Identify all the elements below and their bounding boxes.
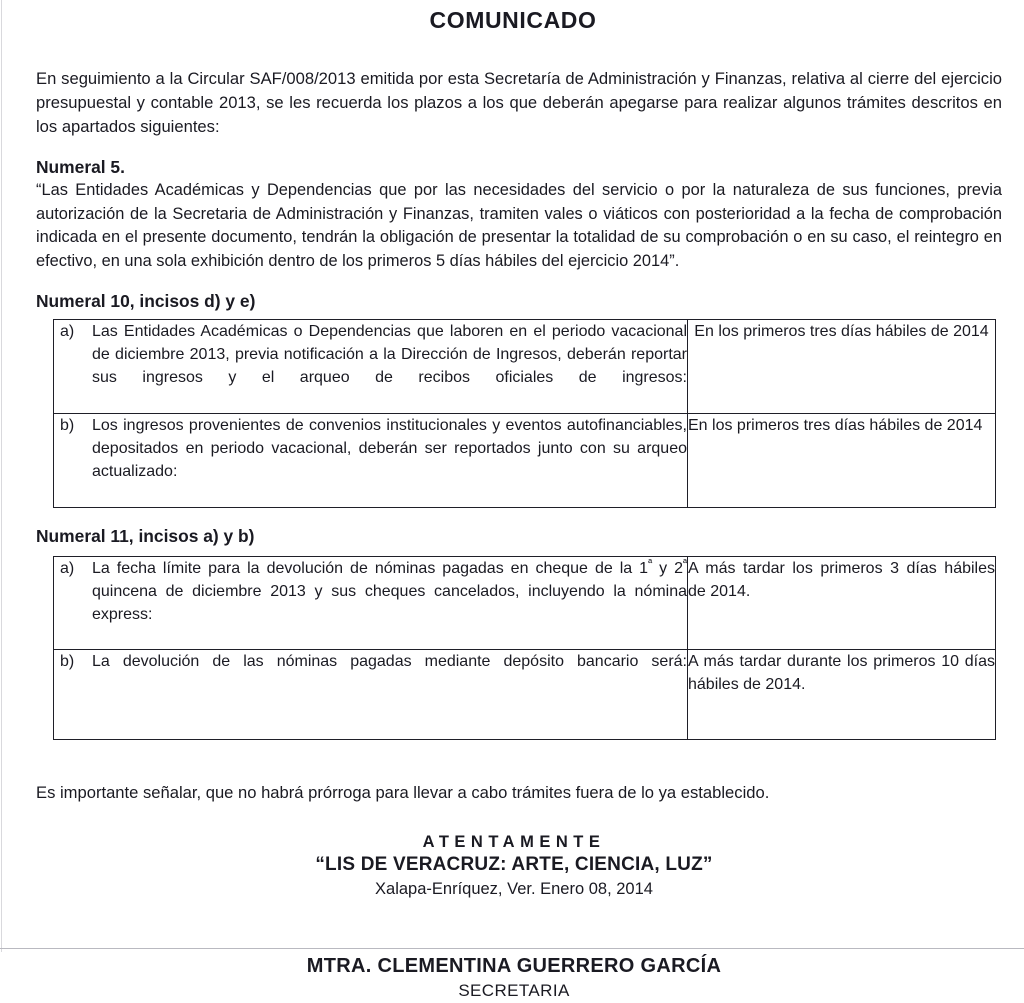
- place-and-date: Xalapa-Enríquez, Ver. Enero 08, 2014: [375, 880, 653, 899]
- ordinal-superscript-second: ª: [682, 557, 687, 570]
- spacer: [36, 139, 1002, 155]
- list-item: [54, 414, 687, 506]
- deadline-text: En los primeros tres días hábiles de 2014: [694, 323, 989, 340]
- institutional-motto: “LIS DE VERACRUZ: ARTE, CIENCIA, LUZ”: [315, 854, 713, 876]
- list-item-marker: b): [60, 417, 75, 434]
- list-item-text-post: quincena de diciembre 2013 y sus cheques cancelados, incluyendo la nómina express:: [92, 583, 687, 623]
- table-row: [54, 650, 996, 740]
- list-item-text: [92, 557, 687, 649]
- closing-paragraph: Es importante señalar, que no habrá prórroga para llevar a cabo trámites fuera de lo ya establecido.: [36, 782, 770, 802]
- table-row: [54, 414, 996, 508]
- table-cell-description: [54, 557, 688, 650]
- list-item-text-mid: y 2: [652, 560, 683, 577]
- signatory-title: SECRETARIA: [458, 981, 570, 1001]
- section-heading-numeral-10: Numeral 10, incisos d) y e): [36, 291, 256, 311]
- deadline-text: A más tardar los primeros 3 días hábiles de 2014.: [688, 560, 995, 600]
- section-heading-numeral-11: Numeral 11, incisos a) y b): [36, 526, 255, 546]
- table-row: [54, 320, 996, 414]
- table-cell-description: [54, 320, 688, 414]
- table-cell-description: [54, 414, 688, 508]
- list-item: [54, 557, 687, 649]
- table-row: [54, 557, 996, 650]
- numeral-10-table: [53, 319, 996, 508]
- list-item-text-pre: La fecha límite para la devolución de nóminas pagadas en cheque de la 1: [92, 560, 649, 577]
- section-heading-numeral-5: Numeral 5.: [36, 157, 125, 177]
- signature-block: [36, 831, 1002, 1003]
- table-cell-description: [54, 650, 688, 740]
- list-item-marker: a): [60, 323, 75, 340]
- deadline-text: En los primeros tres días hábiles de 2014: [688, 417, 983, 434]
- deadline-text: A más tardar durante los primeros 10 días hábiles de 2014.: [688, 653, 995, 693]
- page-title: COMUNICADO: [429, 7, 597, 33]
- spacer: [36, 508, 1002, 524]
- table-cell-deadline: [688, 557, 996, 650]
- list-item: [54, 650, 687, 696]
- ordinal-superscript-first: ª: [648, 557, 653, 570]
- list-item-text: La devolución de las nóminas pagadas mediante depósito bancario será:: [92, 653, 687, 670]
- signatory-name: MTRA. CLEMENTINA GUERRERO GARCÍA: [306, 955, 722, 978]
- numeral-5-body: “Las Entidades Académicas y Dependencias que por las necesidades del servicio o por la naturaleza de sus funciones, previa autorización de la Secretaria de Administración y Finanzas, tramiten vales o viáticos con posterioridad a la fecha de comprobación indicada en el presente documento, tendrán la obligación de presentar la totalidad de su comprobación o en su caso, el reintegro en efectivo, en una sola exhibición dentro de los primeros 5 días hábiles del ejercicio 2014”.: [36, 181, 1002, 270]
- list-item: [54, 320, 687, 412]
- list-item-marker: b): [60, 653, 75, 670]
- table-cell-deadline: [688, 414, 996, 508]
- list-item-text: Las Entidades Académicas o Dependencias que laboren en el periodo vacacional de diciembre 2013, previa notificación a la Dirección de Ingresos, deberán reportar sus ingresos y el arqueo de recibos oficiales de ingresos:: [92, 323, 687, 386]
- spacer: [36, 273, 1002, 289]
- list-item-text: Los ingresos provenientes de convenios institucionales y eventos autofinanciables, depositados en periodo vacacional, deberán ser reportados junto con su arqueo actualizado:: [92, 417, 687, 480]
- list-item-marker: a): [60, 560, 75, 577]
- atentamente-label: ATENTAMENTE: [422, 833, 606, 852]
- table-cell-deadline: [688, 650, 996, 740]
- document-content: [36, 0, 1002, 1003]
- table-cell-deadline: [688, 320, 996, 414]
- numeral-11-table: [53, 556, 996, 740]
- intro-paragraph: En seguimiento a la Circular SAF/008/2013 emitida por esta Secretaría de Administración y Finanzas, relativa al cierre del ejercicio presupuestal y contable 2013, se les recuerda los plazos a los que deberán apegarse para realizar algunos trámites descritos en los apartados siguientes:: [36, 69, 1002, 136]
- scan-edge-line-left: [1, 0, 2, 952]
